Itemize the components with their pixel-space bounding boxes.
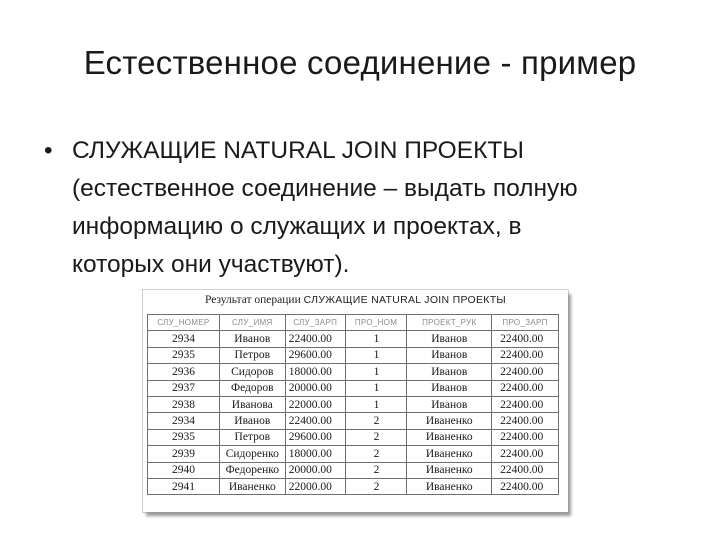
table-header-row (148, 315, 559, 331)
table-cell: Федоров (219, 380, 285, 396)
column-header: ПРОЕКТ_РУК (407, 315, 492, 331)
table-cell: Иваненко (407, 413, 492, 429)
table-row (148, 413, 559, 429)
table-cell: Иванов (407, 347, 492, 363)
slide-title: Естественное соединение - пример (83, 44, 637, 81)
table-cell: Сидоров (219, 364, 285, 380)
column-header: ПРО_НОМ (345, 315, 407, 331)
column-header: СЛУ_НОМЕР (148, 315, 220, 331)
table-cell: 22400.00 (492, 364, 559, 380)
table-row (148, 380, 559, 396)
table-cell: 2937 (148, 380, 220, 396)
table-cell: Иванов (407, 380, 492, 396)
table-cell: Иванов (407, 331, 492, 347)
caption-operation: СЛУЖАЩИЕ NATURAL JOIN ПРОЕКТЫ (303, 294, 507, 306)
table-cell: Иванов (219, 331, 285, 347)
table-cell: Иванов (219, 413, 285, 429)
table-cell: Иванов (407, 396, 492, 412)
table-cell: 22400.00 (492, 446, 559, 462)
table-cell: 22000.00 (285, 396, 345, 412)
table-cell: 22400.00 (492, 331, 559, 347)
table-row (148, 396, 559, 412)
table-cell: 2940 (148, 462, 220, 478)
table-cell: 29600.00 (285, 347, 345, 363)
table-cell: 22400.00 (492, 380, 559, 396)
column-header: ПРО_ЗАРП (492, 315, 559, 331)
table-cell: 20000.00 (285, 462, 345, 478)
table-body (148, 331, 559, 495)
table-cell: 22400.00 (492, 396, 559, 412)
table-cell: 29600.00 (285, 429, 345, 445)
table-row (148, 429, 559, 445)
table-cell: Иванов (407, 364, 492, 380)
column-header: СЛУ_ИМЯ (219, 315, 285, 331)
table-cell: 2 (345, 462, 407, 478)
bullet-line: которых они участвуют). (72, 251, 350, 278)
table-cell: 18000.00 (285, 446, 345, 462)
table-cell: Иваненко (219, 478, 285, 494)
table-row (148, 331, 559, 347)
bullet-dot: • (44, 137, 53, 164)
table-cell: 2934 (148, 413, 220, 429)
bullet-line: (естественное соединение – выдать полную (72, 175, 578, 202)
table-cell: 1 (345, 347, 407, 363)
table-cell: 22400.00 (492, 462, 559, 478)
table-cell: 2941 (148, 478, 220, 494)
table-cell: Сидоренко (219, 446, 285, 462)
table-cell: Иваненко (407, 462, 492, 478)
table-cell: Петров (219, 347, 285, 363)
bullet-point (44, 132, 684, 284)
table-cell: 1 (345, 331, 407, 347)
table-cell: 2934 (148, 331, 220, 347)
table-cell: 20000.00 (285, 380, 345, 396)
table-cell: Федоренко (219, 462, 285, 478)
table-cell: 22400.00 (492, 413, 559, 429)
table-cell: 2939 (148, 446, 220, 462)
table-cell: Петров (219, 429, 285, 445)
table-cell: 22400.00 (285, 413, 345, 429)
table-row (148, 347, 559, 363)
table-cell: Иваненко (407, 478, 492, 494)
bullet-line: информацию о служащих и проектах, в (72, 213, 522, 240)
table-cell: 2938 (148, 396, 220, 412)
table-cell: 2 (345, 446, 407, 462)
table-cell: 22000.00 (285, 478, 345, 494)
table-row (148, 478, 559, 494)
bullet-line: СЛУЖАЩИЕ NATURAL JOIN ПРОЕКТЫ (72, 137, 524, 164)
bullet-text (72, 132, 684, 284)
table-cell: 18000.00 (285, 364, 345, 380)
table-cell: Иваненко (407, 446, 492, 462)
table-cell: 22400.00 (492, 478, 559, 494)
table-row (148, 462, 559, 478)
caption-prefix: Результат операции (204, 294, 301, 306)
table-cell: 2936 (148, 364, 220, 380)
column-header: СЛУ_ЗАРП (285, 315, 345, 331)
table-cell: Иваненко (407, 429, 492, 445)
result-table (147, 314, 559, 495)
table-cell: 2935 (148, 347, 220, 363)
table-cell: 2 (345, 429, 407, 445)
table-cell: 22400.00 (492, 429, 559, 445)
table-cell: 2935 (148, 429, 220, 445)
result-table-figure (143, 290, 568, 512)
table-cell: 22400.00 (492, 347, 559, 363)
result-caption (143, 294, 568, 306)
table-row (148, 364, 559, 380)
table-cell: Иванова (219, 396, 285, 412)
table-cell: 1 (345, 396, 407, 412)
table-cell: 1 (345, 380, 407, 396)
table-cell: 2 (345, 413, 407, 429)
table-cell: 2 (345, 478, 407, 494)
table-row (148, 446, 559, 462)
table-cell: 22400.00 (285, 331, 345, 347)
table-cell: 1 (345, 364, 407, 380)
